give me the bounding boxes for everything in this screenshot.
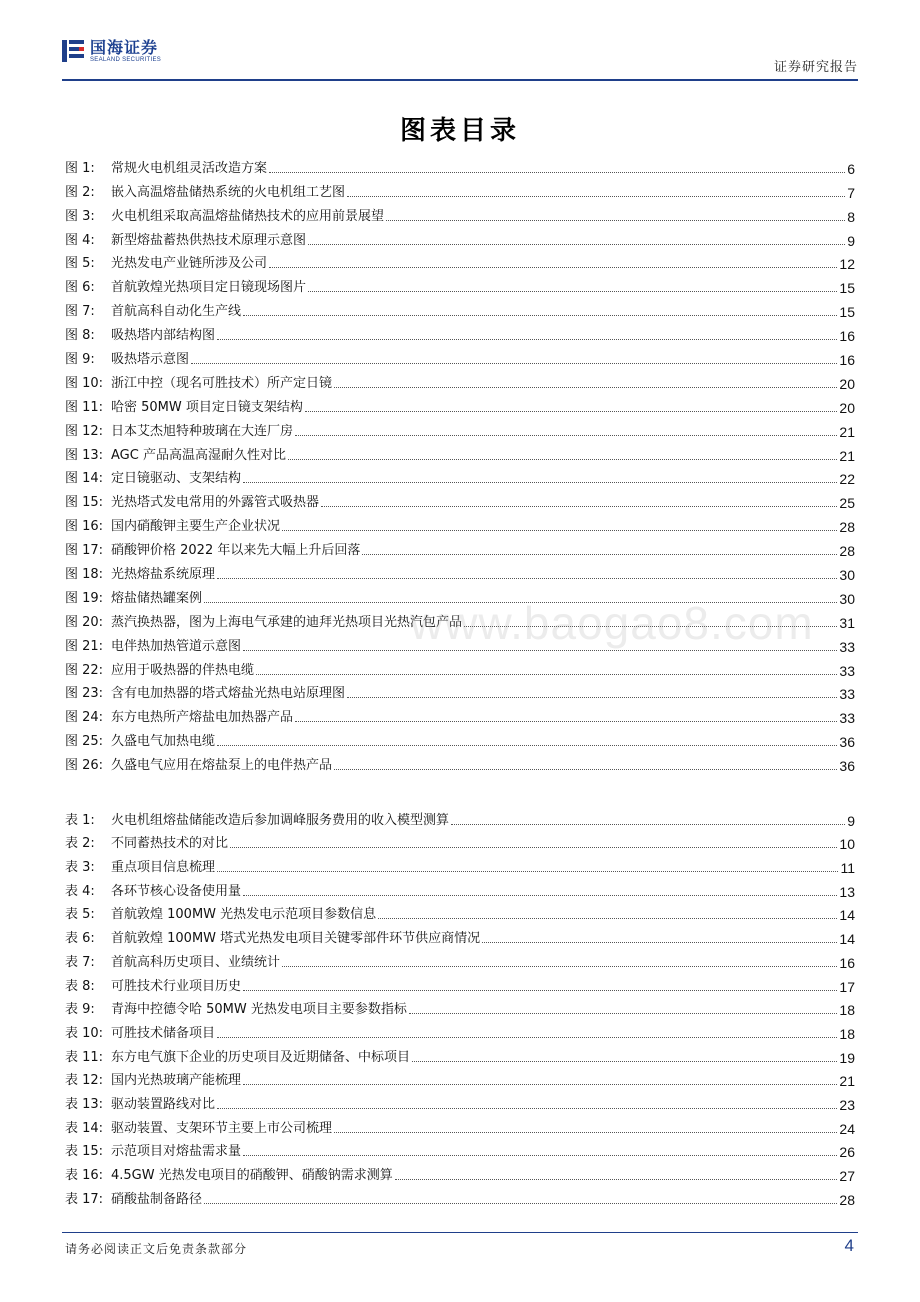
table-entry[interactable]	[65, 1113, 855, 1137]
entry-page: 12	[839, 256, 855, 273]
figure-entry[interactable]	[65, 487, 855, 511]
figure-entry[interactable]	[65, 655, 855, 679]
entry-page: 15	[839, 304, 855, 321]
entry-number: 图 25:	[65, 734, 104, 750]
entry-title: 示范项目对熔盐需求量	[111, 1144, 242, 1160]
entry-number: 图 4:	[65, 232, 95, 248]
entry-title: 首航敦煌光热项目定日镜现场图片	[111, 280, 307, 296]
logo-mark-icon	[62, 38, 84, 64]
dot-leader	[204, 1203, 837, 1204]
entry-title: AGC 产品高温高湿耐久性对比	[111, 447, 286, 463]
entry-page: 21	[839, 447, 855, 464]
dot-leader	[217, 871, 838, 872]
dot-leader	[217, 745, 837, 746]
entry-number: 图 5:	[65, 256, 95, 272]
entry-page: 30	[839, 590, 855, 607]
entry-title: 各环节核心设备使用量	[111, 883, 242, 899]
table-entry[interactable]	[65, 1018, 855, 1042]
figure-entry[interactable]	[65, 320, 855, 344]
logo-name-en: SEALAND SECURITIES	[90, 56, 162, 63]
entry-page: 36	[839, 758, 855, 775]
watermark: www.baogao8.com	[410, 597, 814, 649]
figure-entry[interactable]	[65, 702, 855, 726]
dot-leader	[321, 506, 837, 507]
figure-entry[interactable]	[65, 750, 855, 774]
dot-leader	[378, 918, 837, 919]
dot-leader	[217, 1108, 837, 1109]
table-entry[interactable]	[65, 900, 855, 924]
entry-number: 图 18:	[65, 567, 104, 583]
entry-title: 电伴热加热管道示意图	[111, 638, 242, 654]
entry-title: 吸热塔示意图	[111, 352, 190, 368]
entry-title: 硝酸盐制备路径	[111, 1191, 203, 1207]
dot-leader	[256, 674, 837, 675]
dot-leader	[347, 697, 837, 698]
company-logo	[62, 38, 161, 64]
figure-entry[interactable]	[65, 511, 855, 535]
entry-number: 表 13:	[65, 1096, 104, 1112]
dot-leader	[243, 990, 837, 991]
entry-page: 26	[839, 1144, 855, 1161]
header-divider	[62, 79, 858, 81]
table-entry[interactable]	[65, 1066, 855, 1090]
entry-number: 表 11:	[65, 1049, 104, 1065]
table-entry[interactable]	[65, 1089, 855, 1113]
entry-page: 18	[839, 1002, 855, 1019]
entry-number: 表 12:	[65, 1073, 104, 1089]
dot-leader	[395, 1179, 838, 1180]
entry-number: 图 14:	[65, 471, 104, 487]
dot-leader	[412, 1061, 837, 1062]
entry-title: 重点项目信息梳理	[111, 860, 216, 876]
footer-divider	[62, 1232, 858, 1233]
entry-number: 表 17:	[65, 1191, 104, 1207]
entry-page: 30	[839, 567, 855, 584]
entry-title: 光热熔盐系统原理	[111, 567, 216, 583]
entry-number: 图 2:	[65, 184, 95, 200]
figure-entry[interactable]	[65, 296, 855, 320]
dot-leader	[230, 847, 837, 848]
entry-number: 图 15:	[65, 495, 104, 511]
entry-title: 久盛电气应用在熔盐泵上的电伴热产品	[111, 758, 333, 774]
figure-entry[interactable]	[65, 416, 855, 440]
entry-page: 16	[839, 352, 855, 369]
entry-title: 东方电热所产熔盐电加热器产品	[111, 710, 294, 726]
entry-number: 图 23:	[65, 686, 104, 702]
entry-number: 图 1:	[65, 160, 95, 176]
entry-number: 表 4:	[65, 883, 95, 899]
table-entry[interactable]	[65, 829, 855, 853]
entry-title: 可胜技术储备项目	[111, 1025, 216, 1041]
entry-number: 图 13:	[65, 447, 104, 463]
entry-title: 火电机组采取高温熔盐储热技术的应用前景展望	[111, 208, 385, 224]
entry-title: 含有电加热器的塔式熔盐光热电站原理图	[111, 686, 346, 702]
dot-leader	[409, 1013, 838, 1014]
entry-page: 16	[839, 954, 855, 971]
entry-title: 新型熔盐蓄热供热技术原理示意图	[111, 232, 307, 248]
entry-title: 光热塔式发电常用的外露管式吸热器	[111, 495, 320, 511]
table-entry[interactable]	[65, 1137, 855, 1161]
entry-number: 表 6:	[65, 931, 95, 947]
table-entry[interactable]	[65, 1160, 855, 1184]
entry-page: 9	[847, 812, 855, 829]
entry-number: 图 17:	[65, 543, 104, 559]
page-title: 图表目录	[399, 116, 520, 146]
entry-title: 首航高科历史项目、业绩统计	[111, 954, 281, 970]
dot-leader	[288, 459, 837, 460]
entry-number: 表 1:	[65, 812, 95, 828]
entry-page: 20	[839, 375, 855, 392]
entry-number: 图 12:	[65, 423, 104, 439]
entry-title: 应用于吸热器的伴热电缆	[111, 662, 255, 678]
dot-leader	[243, 315, 837, 316]
dot-leader	[243, 1084, 837, 1085]
dot-leader	[269, 267, 837, 268]
entry-number: 图 19:	[65, 590, 104, 606]
figure-entry[interactable]	[65, 464, 855, 488]
entry-title: 驱动装置、支架环节主要上市公司梳理	[111, 1120, 333, 1136]
figure-entry[interactable]	[65, 392, 855, 416]
dot-leader	[362, 554, 837, 555]
entry-title: 驱动装置路线对比	[111, 1096, 216, 1112]
entry-page: 31	[839, 614, 855, 631]
dot-leader	[334, 1132, 837, 1133]
dot-leader	[243, 482, 837, 483]
table-entry[interactable]	[65, 1184, 855, 1208]
entry-page: 33	[839, 638, 855, 655]
dot-leader	[243, 1155, 837, 1156]
entry-number: 图 8:	[65, 328, 95, 344]
entry-title: 国内硝酸钾主要生产企业状况	[111, 519, 281, 535]
entry-title: 4.5GW 光热发电项目的硝酸钾、硝酸钠需求测算	[111, 1168, 393, 1183]
document-type-label: 证券研究报告	[773, 60, 858, 75]
entry-number: 图 22:	[65, 662, 104, 678]
figure-entry[interactable]	[65, 249, 855, 273]
dot-leader	[308, 291, 837, 292]
entry-page: 33	[839, 662, 855, 679]
entry-title: 首航敦煌 100MW 光热发电示范项目参数信息	[111, 907, 377, 923]
entry-title: 光热发电产业链所涉及公司	[111, 256, 268, 272]
entry-page: 33	[839, 686, 855, 703]
entry-title: 浙江中控（现名可胜技术）所产定日镜	[111, 375, 333, 391]
table-entry[interactable]	[65, 947, 855, 971]
entry-title: 可胜技术行业项目历史	[111, 978, 242, 994]
entry-number: 图 24:	[65, 710, 104, 726]
disclaimer-note: 请务必阅读正文后免责条款部分	[65, 1242, 248, 1256]
entry-title: 国内光热玻璃产能梳理	[111, 1073, 242, 1089]
dot-leader	[451, 824, 845, 825]
dot-leader	[386, 220, 845, 221]
entry-title: 嵌入高温熔盐储热系统的火电机组工艺图	[111, 184, 346, 200]
dot-leader	[295, 721, 837, 722]
entry-page: 33	[839, 710, 855, 727]
figure-entry[interactable]	[65, 726, 855, 750]
entry-number: 表 7:	[65, 954, 95, 970]
page-number: 4	[844, 1236, 854, 1255]
dot-leader	[217, 578, 837, 579]
figure-entry[interactable]	[65, 440, 855, 464]
entry-page: 22	[839, 471, 855, 488]
page-header	[62, 36, 858, 80]
entry-page: 7	[847, 184, 855, 201]
entry-page: 24	[839, 1120, 855, 1137]
entry-page: 6	[847, 160, 855, 177]
entry-number: 图 21:	[65, 638, 104, 654]
figure-entry[interactable]	[65, 679, 855, 703]
entry-page: 28	[839, 1191, 855, 1208]
entry-number: 表 16:	[65, 1168, 104, 1183]
entry-number: 图 3:	[65, 208, 95, 224]
figure-list	[65, 153, 855, 774]
dot-leader	[217, 1037, 837, 1038]
dot-leader	[482, 942, 837, 943]
entry-title: 青海中控德令哈 50MW 光热发电项目主要参数指标	[111, 1002, 407, 1018]
dot-leader	[295, 435, 837, 436]
entry-number: 表 8:	[65, 978, 95, 994]
figure-entry[interactable]	[65, 153, 855, 177]
entry-title: 硝酸钾价格 2022 年以来先大幅上升后回落	[111, 543, 361, 559]
entry-page: 28	[839, 543, 855, 560]
entry-page: 25	[839, 495, 855, 512]
entry-page: 28	[839, 519, 855, 536]
entry-title: 熔盐储热罐案例	[111, 590, 203, 606]
entry-number: 图 26:	[65, 758, 104, 774]
entry-page: 19	[839, 1049, 855, 1066]
logo-name-cn: 国海证券	[90, 37, 159, 57]
entry-page: 36	[839, 734, 855, 751]
table-entry[interactable]	[65, 971, 855, 995]
dot-leader	[334, 769, 837, 770]
entry-title: 常规火电机组灵活改造方案	[111, 160, 268, 176]
dot-leader	[269, 172, 845, 173]
entry-title: 久盛电气加热电缆	[111, 734, 216, 750]
table-entry[interactable]	[65, 805, 855, 829]
dot-leader	[243, 895, 837, 896]
entry-number: 图 9:	[65, 352, 95, 368]
entry-title: 首航敦煌 100MW 塔式光热发电项目关键零部件环节供应商情况	[111, 931, 481, 947]
entry-page: 14	[839, 907, 855, 924]
entry-number: 表 5:	[65, 907, 95, 923]
entry-number: 表 15:	[65, 1144, 104, 1160]
figure-entry[interactable]	[65, 368, 855, 392]
figure-entry[interactable]	[65, 535, 855, 559]
entry-number: 图 20:	[65, 614, 104, 630]
figure-entry[interactable]	[65, 344, 855, 368]
entry-title: 东方电气旗下企业的历史项目及近期储备、中标项目	[111, 1049, 411, 1065]
dot-leader	[305, 411, 838, 412]
entry-title: 蒸汽换热器，图为上海电气承建的迪拜光热项目光热汽包产品	[111, 614, 463, 630]
figure-entry[interactable]	[65, 272, 855, 296]
entry-title: 火电机组熔盐储能改造后参加调峰服务费用的收入模型测算	[111, 812, 450, 828]
entry-page: 16	[839, 328, 855, 345]
table-entry[interactable]	[65, 876, 855, 900]
entry-number: 图 16:	[65, 519, 104, 535]
dot-leader	[282, 966, 837, 967]
dot-leader	[308, 244, 845, 245]
entry-page: 27	[839, 1168, 855, 1184]
dot-leader	[282, 530, 837, 531]
entry-page: 14	[839, 931, 855, 948]
entry-page: 23	[839, 1096, 855, 1113]
entry-title: 日本艾杰旭特种玻璃在大连厂房	[111, 423, 294, 439]
entry-page: 21	[839, 423, 855, 440]
table-list	[65, 805, 855, 1208]
entry-number: 图 10:	[65, 375, 104, 391]
dot-leader	[347, 196, 845, 197]
dot-leader	[191, 363, 837, 364]
entry-page: 13	[839, 883, 855, 900]
entry-number: 表 9:	[65, 1002, 95, 1018]
figure-entry[interactable]	[65, 225, 855, 249]
dot-leader	[334, 387, 837, 388]
entry-page: 15	[839, 280, 855, 297]
entry-number: 表 2:	[65, 836, 95, 852]
entry-page: 9	[847, 232, 855, 249]
entry-page: 17	[839, 978, 855, 995]
table-entry[interactable]	[65, 852, 855, 876]
figure-entry[interactable]	[65, 201, 855, 225]
entry-page: 11	[840, 860, 855, 877]
figure-entry[interactable]	[65, 559, 855, 583]
figure-entry[interactable]	[65, 177, 855, 201]
entry-title: 首航高科自动化生产线	[111, 304, 242, 320]
entry-page: 18	[839, 1025, 855, 1042]
entry-number: 表 3:	[65, 860, 95, 876]
entry-page: 21	[839, 1073, 855, 1090]
entry-title: 不同蓄热技术的对比	[111, 836, 229, 852]
entry-number: 表 10:	[65, 1025, 104, 1041]
entry-page: 8	[847, 208, 855, 225]
table-entry[interactable]	[65, 923, 855, 947]
entry-title: 吸热塔内部结构图	[111, 328, 216, 344]
entry-number: 图 6:	[65, 280, 95, 296]
entry-page: 10	[839, 836, 855, 853]
dot-leader	[217, 339, 837, 340]
entry-title: 定日镜驱动、支架结构	[111, 471, 242, 487]
table-entry[interactable]	[65, 1042, 855, 1066]
entry-number: 表 14:	[65, 1120, 104, 1136]
entry-number: 图 11:	[65, 399, 104, 415]
entry-number: 图 7:	[65, 304, 95, 320]
table-entry[interactable]	[65, 995, 855, 1019]
entry-title: 哈密 50MW 项目定日镜支架结构	[111, 399, 303, 415]
entry-page: 20	[839, 399, 855, 416]
